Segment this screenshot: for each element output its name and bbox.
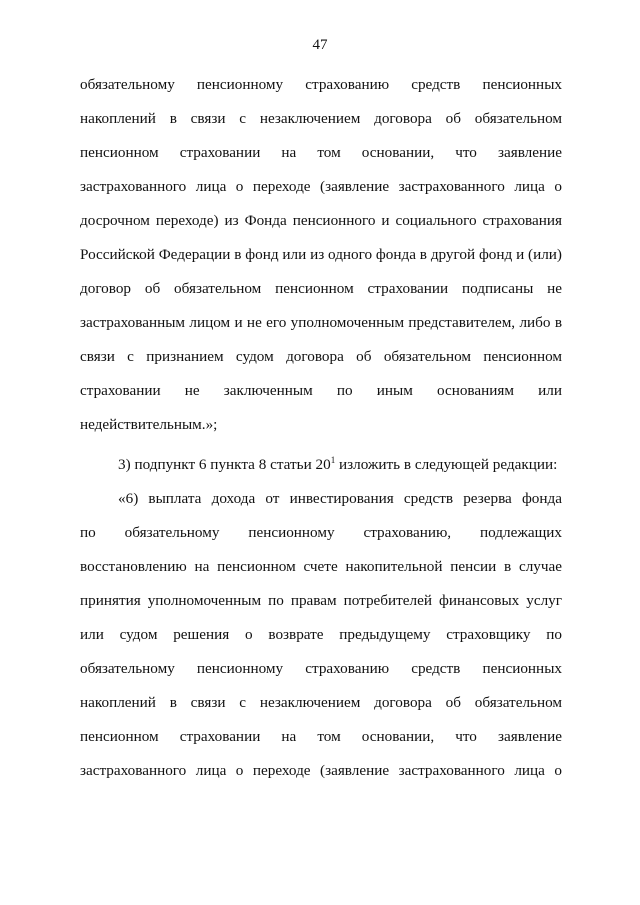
text-line: договор об обязательном пенсионном страховании подписаны не: [80, 280, 562, 297]
text-line: обязательному пенсионному страхованию средств пенсионных: [80, 76, 562, 93]
text-line: «6) выплата дохода от инвестирования средств резерва фонда: [118, 490, 562, 507]
article-superscript: 1: [330, 455, 336, 465]
paragraph-continuation: [80, 74, 562, 448]
text-line: недействительным.»;: [80, 416, 218, 433]
text-line: или судом решения о возврате предыдущему страховщику по: [80, 626, 562, 643]
amendment-text-end: изложить в следующей редакции:: [335, 456, 558, 473]
text-line: накоплений в связи с незаключением договора об обязательном: [80, 110, 562, 127]
text-line: обязательному пенсионному страхованию средств пенсионных: [80, 660, 562, 677]
text-line: восстановлению на пенсионном счете накопительной пенсии в случае: [80, 558, 562, 575]
amendment-line: [80, 454, 562, 488]
text-line: Российской Федерации в фонд или из одного фонда в другой фонд и (или): [80, 246, 562, 263]
text-line: досрочном переходе) из Фонда пенсионного и социального страхования: [80, 212, 562, 229]
new-wording-paragraph: [80, 488, 562, 794]
text-line: пенсионном страховании на том основании, что заявление: [80, 728, 562, 745]
text-line: пенсионном страховании на том основании, что заявление: [80, 144, 562, 161]
text-line: по обязательному пенсионному страхованию, подлежащих: [80, 524, 562, 541]
text-line: застрахованным лицом и не его уполномоченным представителем, либо в: [80, 314, 562, 331]
amendment-text-start: 3) подпункт 6 пункта 8 статьи 20: [118, 456, 331, 473]
amendment-paragraph: [80, 454, 562, 488]
text-line: накоплений в связи с незаключением договора об обязательном: [80, 694, 562, 711]
text-line: принятия уполномоченным по правам потребителей финансовых услуг: [80, 592, 562, 609]
text-line: застрахованного лица о переходе (заявление застрахованного лица о: [80, 178, 562, 195]
text-line: связи с признанием судом договора об обязательном пенсионном: [80, 348, 562, 365]
page-number: 47: [312, 37, 328, 53]
text-line: застрахованного лица о переходе (заявление застрахованного лица о: [80, 762, 562, 779]
text-line: страховании не заключенным по иным основаниям или: [80, 382, 562, 399]
